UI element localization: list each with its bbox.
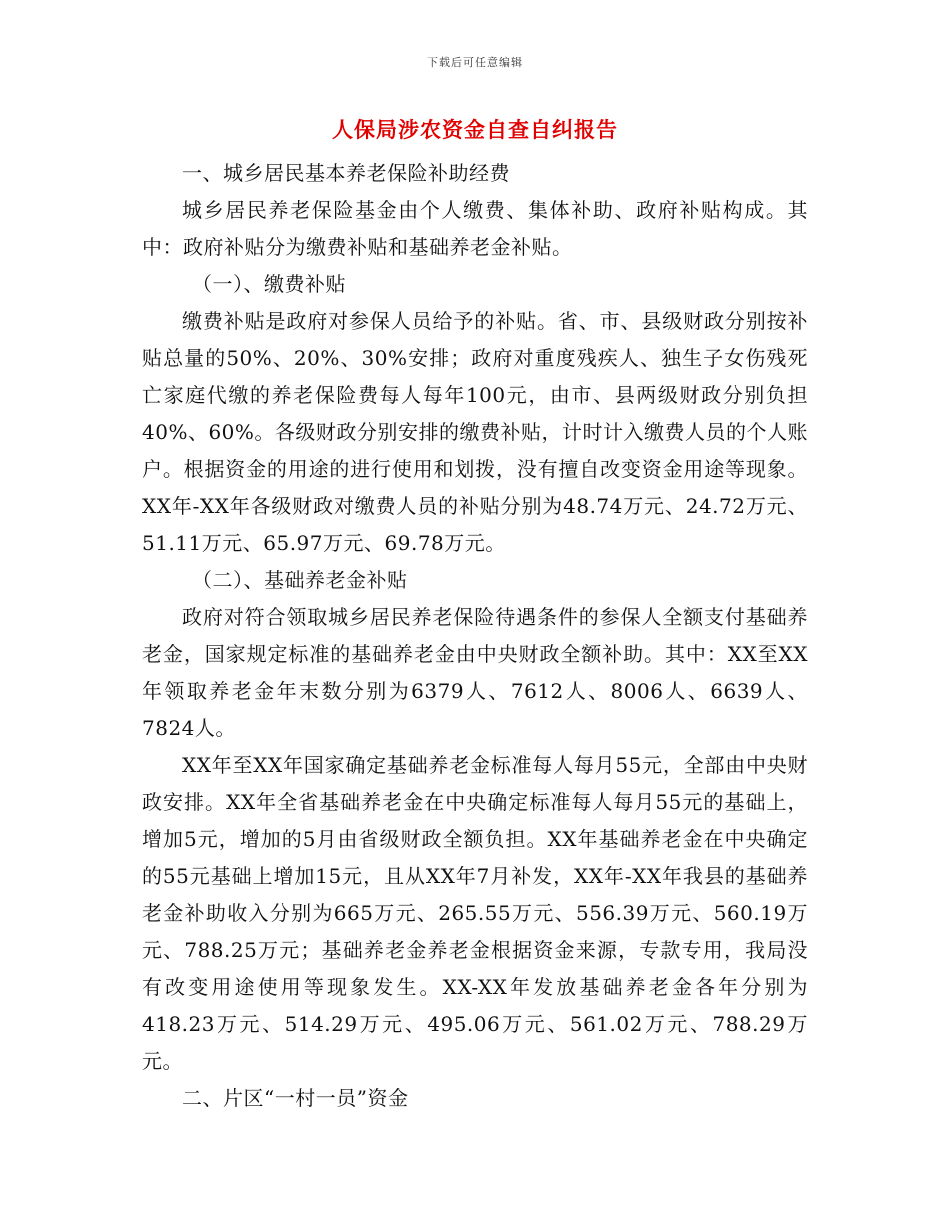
subsection-heading-2: （二）、基础养老金补贴 [192,568,408,592]
header-note: 下载后可任意编辑 [427,56,523,69]
section-heading-1: 一、城乡居民基本养老保险补助经费 [182,161,510,185]
paragraph-intro: 城乡居民养老保险基金由个人缴费、集体补助、政府补贴构成。其中：政府补贴分为缴费补贴和基础养老金补贴。 [142,198,808,259]
paragraph-pension-standard: XX年至XX年国家确定基础养老金标准每人每月55元，全部由中央财政安排。XX年全省基础养老金在中央确定标准每人每月55元的基础上，增加5元，增加的5月由省级财政全额负担。XX年基础养老金在中央确定的55元基础上增加15元，且从XX年7月补发，XX年-XX年我县的基础养老金补助收入分别为665万元、265.55万元、556.39万元、560.19万元、788.25万元；基础养老金养老金根据资金来源，专款专用，我局没有改变用途使用等现象发生。XX-XX年发放基础养老金各年分别为418.23万元、514.29万元、495.06万元、561.02万元、788.29万元。 [142,753,808,1073]
section-heading-2: 二、片区“一村一员”资金 [182,1086,409,1110]
subsection-heading-1: （一）、缴费补贴 [192,272,346,296]
document-title: 人保局涉农资金自查自纠报告 [332,118,618,142]
paragraph-basic-pension: 政府对符合领取城乡居民养老保险待遇条件的参保人全额支付基础养老金，国家规定标准的基础养老金由中央财政全额补助。其中：XX至XX年领取养老金年末数分别为6379人、7612人、8006人、6639人、7824人。 [142,605,808,740]
paragraph-payment-subsidy: 缴费补贴是政府对参保人员给予的补贴。省、市、县级财政分别按补贴总量的50%、20%、30%安排；政府对重度残疾人、独生子女伤残死亡家庭代缴的养老保险费每人每年100元，由市、县两级财政分别负担40%、60%。各级财政分别安排的缴费补贴，计时计入缴费人员的个人账户。根据资金的用途的进行使用和划拨，没有擅自改变资金用途等现象。XX年-XX年各级财政对缴费人员的补贴分别为48.74万元、24.72万元、51.11万元、65.97万元、69.78万元。 [142,309,808,555]
document-body [142,155,808,1117]
